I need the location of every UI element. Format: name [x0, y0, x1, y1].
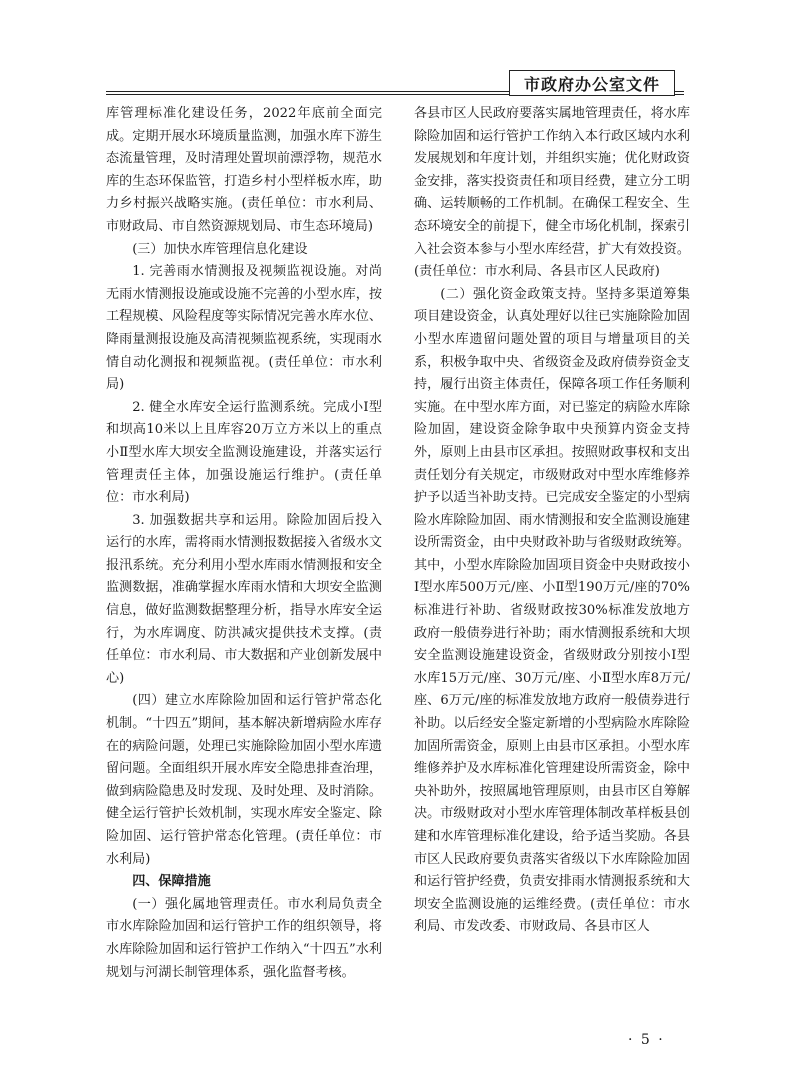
- right-column: [414, 103, 690, 939]
- left-column: [106, 103, 382, 984]
- paragraph: 2. 健全水库安全运行监测系统。完成小Ⅰ型和坝高10米以上且库容20万立方米以上的重点小Ⅱ型水库大坝安全监测设施建设，并落实运行管理责任主体，加强设施运行维护。(责任单位：市水利局): [106, 399, 382, 506]
- section-heading: 四、保障措施: [132, 874, 211, 890]
- paragraph: 3. 加强数据共享和运用。除险加固后投入运行的水库，需将雨水情测报数据接入省级水文报汛系统。充分利用小型水库雨水情测报和安全监测数据，准确掌握水库雨水情和大坝安全监测信息，做好监测数据整理分析，指导水库安全运行，为水库调度、防洪减灾提供技术支撑。(责任单位：市水利局、市大数据和产业创新发展中心): [106, 512, 382, 686]
- paragraph: 1. 完善雨水情测报及视频监视设施。对尚无雨水情测报设施或设施不完善的小型水库，按工程规模、风险程度等实际情况完善水库水位、降雨量测报设施及高清视频监视系统，实现雨水情自动化测报和视频监视。(责任单位：市水利局): [106, 264, 382, 393]
- running-header-title: 市政府办公室文件: [509, 70, 675, 96]
- paragraph: 库管理标准化建设任务，2022年底前全面完成。定期开展水环境质量监测，加强水库下游生态流量管理，及时清理处置坝前漂浮物，规范水库的生态环保监管，打造乡村小型样板水库，助力乡村振兴战略实施。(责任单位：市水利局、市财政局、市自然资源规划局、市生态环境局): [106, 106, 382, 234]
- paragraph: (三）加快水库管理信息化建设: [132, 241, 308, 257]
- page-number: · 5 ·: [628, 1032, 665, 1048]
- paragraph: (二）强化资金政策支持。坚持多渠道筹集项目建设资金，认真处理好以往已实施除险加固小型水库遗留问题处置的项目与增量项目的关系，积极争取中央、省级资金及政府债券资金支持，履行出资主体责任，保障各项工作任务顺利实施。在中型水库方面，对已鉴定的病险水库除险加固，建设资金除争取中央预算内资金支持外，原则上由县市区承担。按照财政事权和支出责任划分有关规定，市级财政对中型水库维修养护予以适当补助支持。已完成安全鉴定的小型病险水库除险加固、雨水情测报和安全监测设施建设所需资金，由中央财政补助与省级财政统筹。其中，小型水库除险加固项目资金中央财政按小Ⅰ型水库500万元/座、小Ⅱ型190万元/座的70%标准进行补助、省级财政按30%标准发放地方政府一般债券进行补助；雨水情测报系统和大坝安全监测设施建设资金，省级财政分别按小Ⅰ型水库15万元/座、30万元/座、小Ⅱ型水库8万元/座、6万元/座的标准发放地方政府一般债券进行补助。以后经安全鉴定新增的小型病险水库除险加固所需资金，原则上由县市区承担。小型水库维修养护及水库标准化管理建设所需资金，除中央补助外，按照属地管理原则，由县市区自筹解决。市级财政对小型水库管理体制改革样板县创建和水库管理标准化建设，给予适当奖励。各县市区人民政府要负责落实省级以下水库除险加固和运行管护经费，负责安排雨水情测报系统和大坝安全监测设施的运维经费。(责任单位：市水利局、市发改委、市财政局、各县市区人: [414, 286, 690, 935]
- paragraph: (四）建立水库除险加固和运行管护常态化机制。“十四五”期间，基本解决新增病险水库存在的病险问题，处理已实施除险加固小型水库遗留问题。全面组织开展水库安全隐患排查治理，做到病险隐患及时发现、及时处理、及时消除。健全运行管护长效机制，实现水库安全鉴定、除险加固、运行管护常态化管理。(责任单位：市水利局): [106, 693, 382, 867]
- paragraph: 各县市区人民政府要落实属地管理责任，将水库除险加固和运行管护工作纳入本行政区域内水利发展规划和年度计划，并组织实施；优化财政资金安排，落实投资责任和项目经费，建立分工明确、运转顺畅的工作机制。在确保工程安全、生态环境安全的前提下，健全市场化机制，探索引入社会资本参与小型水库经营，扩大有效投资。(责任单位：市水利局、各县市区人民政府): [414, 106, 690, 280]
- paragraph: (一）强化属地管理责任。市水利局负责全市水库除险加固和运行管护工作的组织领导，将水库除险加固和运行管护工作纳入“十四五”水利规划与河湖长制管理体系，强化监督考核。: [106, 896, 382, 980]
